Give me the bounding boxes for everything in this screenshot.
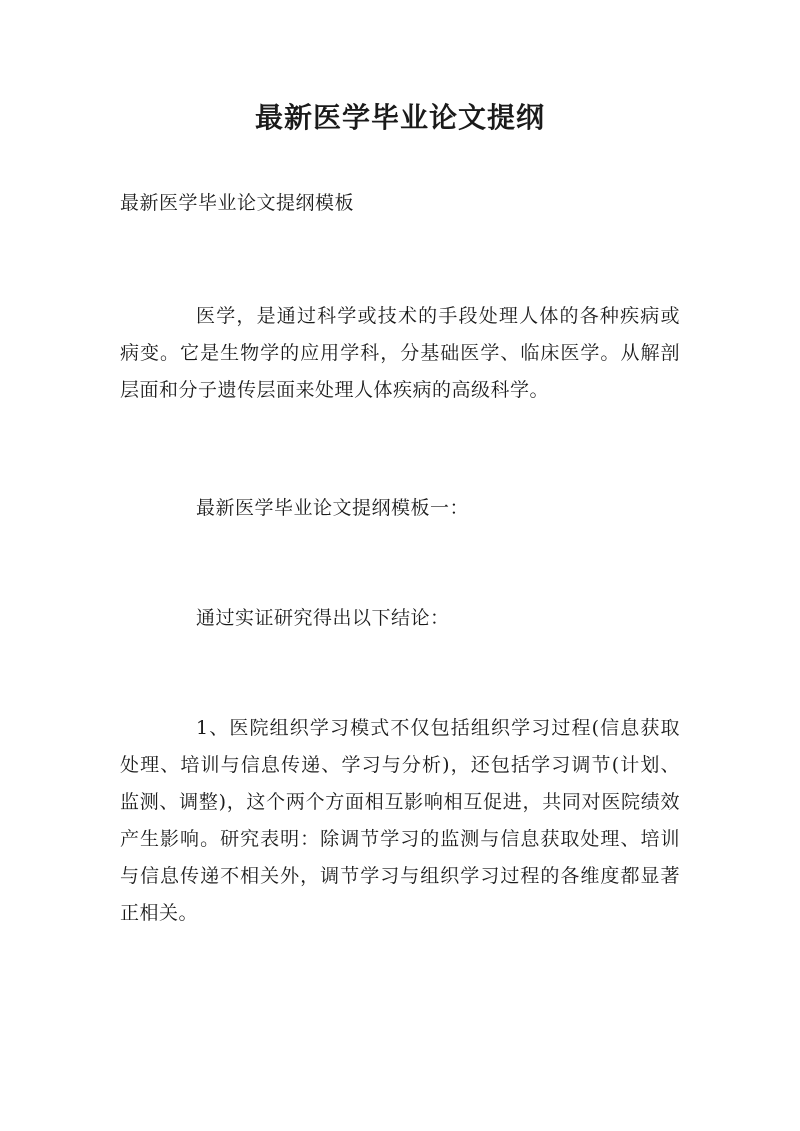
document-subtitle: 最新医学毕业论文提纲模板: [120, 192, 355, 214]
document-title: 最新医学毕业论文提纲: [254, 101, 545, 134]
paragraph-template-heading: 最新医学毕业论文提纲模板一：: [196, 497, 470, 519]
paragraph-conclusion-1: 1、医院组织学习模式不仅包括组织学习过程(信息获取处理、培训与信息传递、学习与分析)，还包括学习调节(计划、监测、调整)，这个两个方面相互影响相互促进，共同对医院绩效产生影响。研究表明：除调节学习的监测与信息获取处理、培训与信息传递不相关外，调节学习与组织学习过程的各维度都显著正相关。: [120, 717, 680, 924]
paragraph-conclusion-lead: 通过实证研究得出以下结论：: [196, 607, 450, 629]
paragraph-intro: 医学，是通过科学或技术的手段处理人体的各种疾病或病变。它是生物学的应用学科，分基础医学、临床医学。从解剖层面和分子遗传层面来处理人体疾病的高级科学。: [120, 305, 680, 401]
